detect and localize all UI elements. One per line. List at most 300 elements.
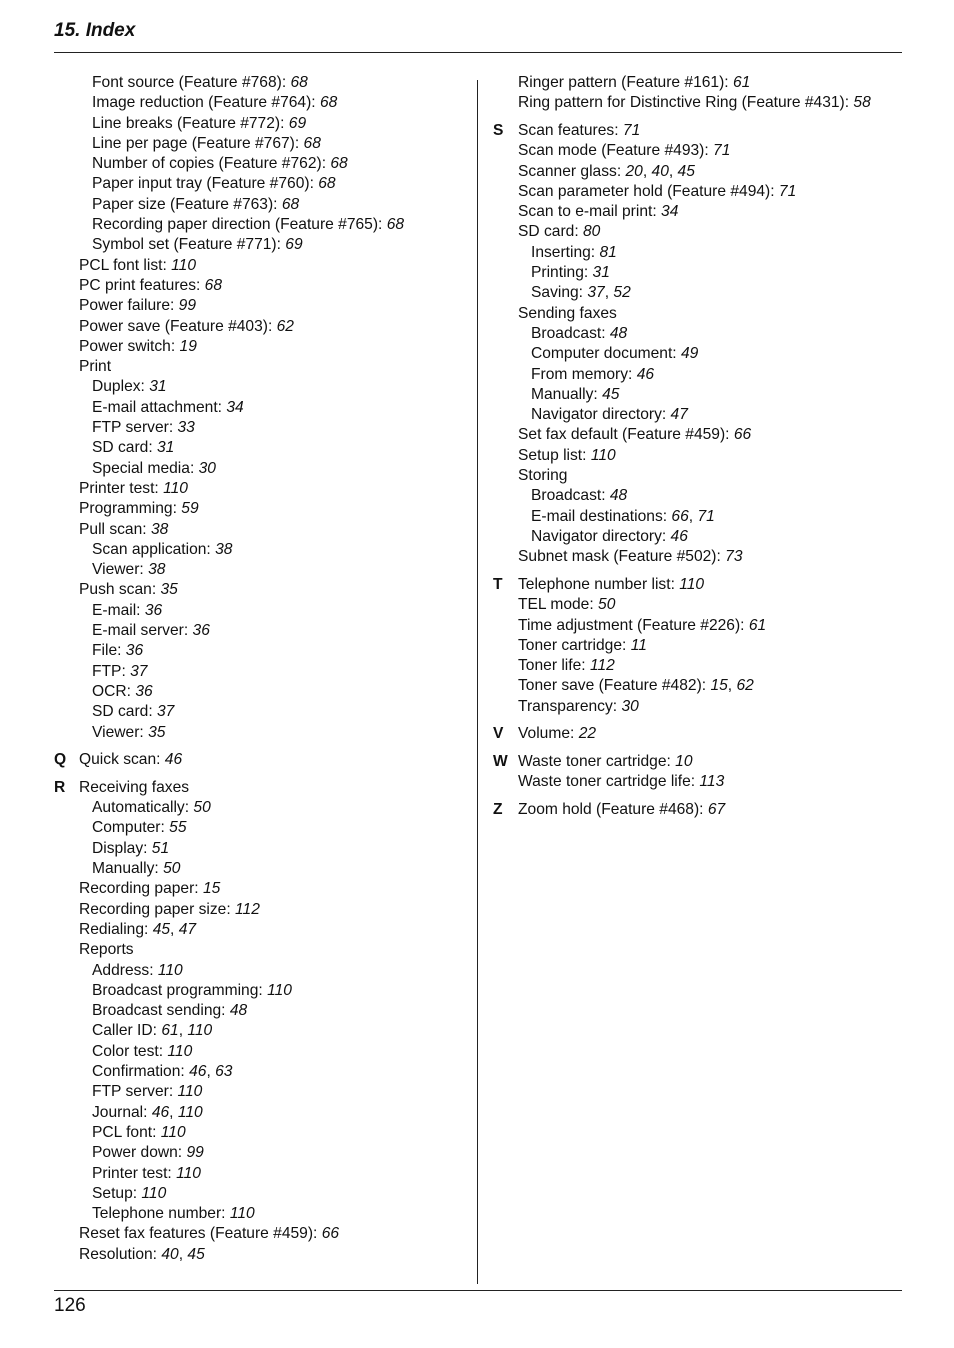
page-reference-link[interactable]: 110 bbox=[267, 981, 292, 999]
index-entry-term: Toner life: bbox=[518, 657, 590, 675]
index-subentry bbox=[54, 438, 464, 458]
index-letter-heading: V bbox=[493, 725, 504, 743]
index-subentry bbox=[54, 174, 464, 194]
index-subentry: Journal: 46, 110 bbox=[92, 1103, 203, 1121]
page-reference-link[interactable]: 68 bbox=[386, 216, 405, 234]
page-reference-link[interactable]: 48 bbox=[609, 487, 628, 505]
index-subentry bbox=[493, 527, 903, 547]
index-entry-term: Scan mode (Feature #493): bbox=[518, 142, 714, 160]
index-entry bbox=[54, 778, 464, 798]
page-reference-link[interactable]: 68 bbox=[204, 276, 223, 294]
index-subentry bbox=[54, 540, 464, 560]
page-reference-link[interactable]: 69 bbox=[288, 114, 307, 132]
page-reference-link[interactable]: 50 bbox=[163, 860, 181, 878]
index-entry-term: E-mail destinations: bbox=[531, 507, 672, 525]
index-letter-group bbox=[493, 73, 903, 114]
page-reference-link[interactable]: 68 bbox=[319, 94, 338, 112]
index-entry bbox=[54, 520, 464, 540]
page-reference-link[interactable]: 38 bbox=[148, 561, 166, 579]
page-reference-link[interactable]: 110 bbox=[171, 256, 197, 274]
page-reference-link[interactable]: 110 bbox=[163, 479, 188, 497]
page-reference-link[interactable]: 68 bbox=[318, 175, 336, 193]
index-subentry bbox=[493, 324, 903, 344]
page-reference-link[interactable]: 112 bbox=[235, 900, 260, 918]
index-entry-term: Sending faxes bbox=[518, 304, 617, 322]
index-entry-term: FTP server: bbox=[92, 419, 178, 437]
index-entry-term: File: bbox=[92, 642, 126, 660]
page-reference-link[interactable]: 110 bbox=[177, 1083, 203, 1101]
page-reference-link[interactable]: 67 bbox=[707, 801, 726, 819]
index-subentry bbox=[54, 235, 464, 255]
index-entry bbox=[493, 595, 903, 615]
index-entry bbox=[493, 304, 903, 324]
index-subentry: Caller ID: 61, 110 bbox=[92, 1022, 213, 1040]
index-entry-term: Journal: bbox=[92, 1103, 152, 1121]
index-entry-term: Ring pattern for Distinctive Ring (Feature #431): bbox=[518, 94, 854, 112]
page-reference-link[interactable]: 36 bbox=[144, 601, 163, 619]
index-subentry bbox=[493, 385, 903, 405]
index-entry bbox=[54, 276, 464, 296]
page-reference-link[interactable]: 68 bbox=[290, 74, 308, 91]
index-entry-term: Storing bbox=[518, 467, 568, 485]
page-reference-link[interactable]: 40 bbox=[651, 162, 669, 180]
page-reference-link[interactable]: 110 bbox=[157, 961, 183, 979]
page-reference-link[interactable]: 40 bbox=[161, 1245, 179, 1263]
index-entry-term: Push scan: bbox=[79, 581, 161, 599]
index-entry-term: OCR: bbox=[92, 682, 136, 700]
index-subentry bbox=[493, 243, 903, 263]
index-entry-term: Power save (Feature #403): bbox=[79, 317, 277, 335]
index-entry-term: Toner save (Feature #482): bbox=[518, 677, 711, 695]
page-reference-link[interactable]: 71 bbox=[697, 507, 715, 525]
index-entry-term: Volume: bbox=[518, 725, 579, 743]
index-subentry bbox=[54, 195, 464, 215]
page-reference-link[interactable]: 62 bbox=[736, 677, 754, 695]
index-entry bbox=[493, 222, 903, 242]
page-reference-link[interactable]: 110 bbox=[176, 1164, 201, 1182]
index-subentry bbox=[54, 662, 464, 682]
index-entry-term: Recording paper size: bbox=[79, 900, 236, 918]
index-entry-term: Manually: bbox=[531, 385, 603, 403]
page-reference-link[interactable]: 110 bbox=[160, 1123, 186, 1141]
index-subentry bbox=[54, 723, 464, 743]
page-reference-link[interactable]: 73 bbox=[725, 548, 743, 566]
footer-rule bbox=[54, 1290, 902, 1291]
index-entry-term: Waste toner cartridge life: bbox=[518, 773, 700, 791]
index-entry-term: Redialing: bbox=[79, 920, 153, 938]
page-reference-link[interactable]: 71 bbox=[713, 142, 731, 160]
index-entry bbox=[493, 800, 903, 820]
index-entry bbox=[54, 479, 464, 499]
index-entry-term: E-mail server: bbox=[92, 622, 193, 640]
index-entry-term: Viewer: bbox=[92, 723, 149, 741]
index-entry-term: Scan features: bbox=[518, 121, 623, 139]
index-subentry bbox=[54, 215, 464, 235]
index-letter-heading: R bbox=[54, 778, 66, 796]
index-entry bbox=[54, 256, 464, 276]
index-entry-term: FTP: bbox=[92, 662, 131, 680]
page-reference-link[interactable]: 50 bbox=[193, 799, 211, 817]
index-entry-term: Recording paper: bbox=[79, 880, 203, 898]
index-entry bbox=[493, 425, 903, 445]
index-letter-group bbox=[493, 121, 903, 568]
page-reference-link[interactable]: 46 bbox=[151, 1103, 170, 1121]
index-entry bbox=[54, 580, 464, 600]
index-entry-term: Navigator directory: bbox=[531, 406, 671, 424]
page-reference-link[interactable]: 63 bbox=[215, 1063, 233, 1081]
index-entry-term: Duplex: bbox=[92, 378, 150, 396]
index-entry bbox=[493, 182, 903, 202]
index-entry-term: Navigator directory: bbox=[531, 527, 671, 545]
index-letter-heading: S bbox=[493, 121, 504, 139]
index-subentry bbox=[54, 377, 464, 397]
index-letter-heading: Z bbox=[493, 801, 503, 819]
index-entry-term: SD card: bbox=[518, 223, 583, 241]
index-entry-term: Pull scan: bbox=[79, 520, 151, 538]
index-subentry bbox=[54, 93, 464, 113]
index-entry bbox=[54, 357, 464, 377]
index-entry bbox=[54, 900, 464, 920]
page-reference-link[interactable]: 36 bbox=[192, 622, 210, 640]
index-entry-term: Reports bbox=[79, 941, 134, 959]
page-reference-link[interactable]: 66 bbox=[733, 426, 752, 444]
index-subentry bbox=[54, 1001, 464, 1021]
index-subentry: E-mail destinations: 66, 71 bbox=[531, 507, 715, 525]
index-subentry bbox=[54, 1042, 464, 1062]
index-letter-group bbox=[54, 778, 464, 1265]
index-entry-term: Confirmation: bbox=[92, 1063, 190, 1081]
index-subentry bbox=[54, 1082, 464, 1102]
index-entry-term: Transparency: bbox=[518, 697, 622, 715]
index-entry bbox=[493, 466, 903, 486]
index-entry-term: Broadcast: bbox=[531, 487, 610, 505]
index-entry-term: Symbol set (Feature #771): bbox=[92, 236, 286, 254]
index-letter-heading: W bbox=[493, 753, 508, 771]
index-entry-term: Manually: bbox=[92, 860, 164, 878]
page-reference-link[interactable]: 50 bbox=[598, 596, 616, 614]
page-reference-link[interactable]: 55 bbox=[169, 819, 187, 837]
page-reference-link[interactable]: 110 bbox=[590, 446, 616, 464]
index-entry-term: Broadcast programming: bbox=[92, 981, 268, 999]
page-reference-link[interactable]: 47 bbox=[670, 406, 688, 424]
page-reference-link[interactable]: 31 bbox=[149, 378, 167, 396]
index-entry-term: Scan application: bbox=[92, 540, 216, 558]
index-subentry bbox=[493, 263, 903, 283]
index-entry-term: Viewer: bbox=[92, 561, 149, 579]
index-letter-group bbox=[493, 724, 903, 744]
index-entry bbox=[493, 202, 903, 222]
page-reference-link[interactable]: 45 bbox=[187, 1245, 205, 1263]
page-reference-link[interactable]: 35 bbox=[148, 723, 166, 741]
page-reference-link[interactable]: 71 bbox=[778, 182, 797, 200]
page-reference-link[interactable]: 58 bbox=[853, 94, 871, 112]
index-entry bbox=[493, 697, 903, 717]
page-reference-link[interactable]: 47 bbox=[178, 920, 197, 938]
page-reference-link[interactable]: 52 bbox=[613, 284, 631, 302]
page-reference-link[interactable]: 71 bbox=[622, 121, 641, 139]
index-entry bbox=[493, 772, 903, 792]
index-entry-term: Printer test: bbox=[92, 1164, 177, 1182]
index-subentry bbox=[54, 134, 464, 154]
page-reference-link[interactable]: 66 bbox=[671, 507, 689, 525]
index-entry-term: Scanner glass: bbox=[518, 162, 626, 180]
index-entry-term: PC print features: bbox=[79, 276, 205, 294]
index-entry-term: Line breaks (Feature #772): bbox=[92, 114, 289, 132]
index-subentry bbox=[493, 344, 903, 364]
index-entry-term: TEL mode: bbox=[518, 596, 599, 614]
index-subentry bbox=[54, 981, 464, 1001]
index-entry-term: Color test: bbox=[92, 1042, 168, 1060]
page-reference-link[interactable]: 48 bbox=[609, 324, 628, 342]
index-entry-term: Telephone number list: bbox=[518, 575, 680, 593]
index-entry-term: From memory: bbox=[531, 365, 637, 383]
index-entry-term: PCL font list: bbox=[79, 256, 172, 274]
index-entry bbox=[493, 656, 903, 676]
index-entry-term: Line per page (Feature #767): bbox=[92, 134, 304, 152]
page-reference-link[interactable]: 99 bbox=[186, 1144, 204, 1162]
index-entry-term: Recording paper direction (Feature #765): bbox=[92, 216, 387, 234]
page-reference-link[interactable]: 80 bbox=[583, 223, 601, 241]
page-reference-link[interactable]: 61 bbox=[732, 74, 751, 91]
page-reference-link[interactable]: 46 bbox=[189, 1063, 207, 1081]
index-entry-term: Computer: bbox=[92, 819, 170, 837]
index-subentry bbox=[54, 1184, 464, 1204]
index-subentry bbox=[54, 560, 464, 580]
index-entry-term: Ringer pattern (Feature #161): bbox=[518, 74, 733, 91]
page-reference-link[interactable]: 30 bbox=[198, 459, 216, 477]
index-entry-term: Inserting: bbox=[531, 243, 600, 261]
page-reference-link[interactable]: 33 bbox=[177, 419, 195, 437]
index-subentry bbox=[54, 798, 464, 818]
page-reference-link[interactable]: 49 bbox=[680, 345, 699, 363]
index-subentry bbox=[54, 459, 464, 479]
page-reference-link[interactable]: 68 bbox=[281, 195, 300, 213]
index-entry-term: Receiving faxes bbox=[79, 778, 190, 796]
index-entry-term: Printing: bbox=[531, 264, 593, 282]
page-reference-link[interactable]: 110 bbox=[167, 1042, 193, 1060]
index-entry-term: Address: bbox=[92, 961, 158, 979]
index-entry bbox=[54, 317, 464, 337]
index-letter-heading: T bbox=[493, 575, 503, 593]
index-entry-term: Broadcast sending: bbox=[92, 1002, 230, 1020]
page-reference-link[interactable]: 61 bbox=[161, 1022, 179, 1040]
page-reference-link[interactable]: 59 bbox=[181, 500, 199, 518]
page-reference-link[interactable]: 51 bbox=[151, 839, 170, 857]
page-reference-link[interactable]: 112 bbox=[589, 657, 615, 675]
index-entry bbox=[493, 752, 903, 772]
index-entry: Scanner glass: 20, 40, 45 bbox=[518, 162, 695, 180]
page-reference-link[interactable]: 110 bbox=[141, 1184, 167, 1202]
index-entry-term: Quick scan: bbox=[79, 751, 165, 769]
page-reference-link[interactable]: 36 bbox=[125, 642, 144, 660]
index-subentry bbox=[54, 114, 464, 134]
index-entry-term: E-mail attachment: bbox=[92, 398, 227, 416]
page-reference-link[interactable]: 48 bbox=[229, 1002, 248, 1020]
page-reference-link[interactable]: 68 bbox=[330, 155, 348, 173]
index-subentry bbox=[493, 486, 903, 506]
page-number: 126 bbox=[54, 1295, 86, 1316]
index-entry-term: Zoom hold (Feature #468): bbox=[518, 801, 708, 819]
index-entry bbox=[493, 724, 903, 744]
index-entry-term: Telephone number: bbox=[92, 1205, 230, 1223]
index-entry bbox=[493, 141, 903, 161]
index-entry bbox=[54, 879, 464, 899]
page-reference-link[interactable]: 113 bbox=[699, 773, 725, 791]
index-letter-heading: Q bbox=[54, 751, 67, 769]
index-subentry: Confirmation: 46, 63 bbox=[92, 1063, 233, 1081]
index-subentry bbox=[493, 405, 903, 425]
index-entry-term: Scan to e-mail print: bbox=[518, 203, 662, 221]
index-subentry bbox=[54, 1164, 464, 1184]
index-entry-term: Subnet mask (Feature #502): bbox=[518, 548, 726, 566]
page-reference-link[interactable]: 110 bbox=[177, 1103, 203, 1121]
index-entry: Toner save (Feature #482): 15, 62 bbox=[518, 677, 754, 695]
index-subentry bbox=[54, 418, 464, 438]
index-subentry bbox=[54, 961, 464, 981]
index-entry-term: Paper input tray (Feature #760): bbox=[92, 175, 319, 193]
index-subentry bbox=[54, 601, 464, 621]
column-divider bbox=[477, 80, 478, 1284]
page-reference-link[interactable]: 46 bbox=[670, 527, 688, 545]
index-subentry bbox=[54, 1143, 464, 1163]
index-entry bbox=[54, 750, 464, 770]
page-reference-link[interactable]: 99 bbox=[178, 297, 197, 315]
index-entry bbox=[54, 1224, 464, 1244]
page-reference-link[interactable]: 31 bbox=[592, 264, 610, 282]
page-reference-link[interactable]: 68 bbox=[303, 134, 321, 152]
page-reference-link[interactable]: 34 bbox=[661, 203, 679, 221]
index-entry bbox=[54, 296, 464, 316]
page-reference-link[interactable]: 38 bbox=[215, 540, 233, 558]
page-reference-link[interactable]: 81 bbox=[599, 243, 617, 261]
index-entry-term: Special media: bbox=[92, 459, 199, 477]
index-entry-term: Caller ID: bbox=[92, 1022, 162, 1040]
index-subentry bbox=[493, 365, 903, 385]
page-reference-link[interactable]: 45 bbox=[152, 920, 171, 938]
index-letter-group bbox=[54, 73, 464, 743]
page-title: 15. Index bbox=[54, 20, 136, 41]
index-subentry bbox=[54, 682, 464, 702]
index-entry bbox=[493, 616, 903, 636]
index-entry bbox=[54, 940, 464, 960]
index-letter-group bbox=[54, 750, 464, 770]
index-subentry bbox=[54, 1123, 464, 1143]
index-entry bbox=[54, 499, 464, 519]
page-reference-link[interactable]: 37 bbox=[157, 703, 175, 721]
index-entry bbox=[493, 93, 903, 113]
page-reference-link[interactable]: 11 bbox=[630, 636, 647, 654]
page-reference-link[interactable]: 46 bbox=[636, 365, 655, 383]
index-entry-term: Set fax default (Feature #459): bbox=[518, 426, 734, 444]
page-reference-link[interactable]: 61 bbox=[748, 616, 767, 634]
page-reference-link[interactable]: 15 bbox=[710, 677, 728, 695]
index-entry-term: Reset fax features (Feature #459): bbox=[79, 1225, 322, 1243]
page-reference-link[interactable]: 20 bbox=[625, 162, 643, 180]
index-subentry bbox=[54, 641, 464, 661]
index-entry-term: Font source (Feature #768): bbox=[92, 74, 291, 91]
index-entry-term: Time adjustment (Feature #226): bbox=[518, 616, 749, 634]
index-subentry bbox=[54, 1204, 464, 1224]
index-subentry bbox=[54, 839, 464, 859]
index-entry bbox=[493, 636, 903, 656]
index-entry-term: SD card: bbox=[92, 439, 157, 457]
index-subentry: Saving: 37, 52 bbox=[531, 284, 631, 302]
index-entry-term: Broadcast: bbox=[531, 324, 610, 342]
page-reference-link[interactable]: 30 bbox=[621, 697, 639, 715]
index-subentry bbox=[54, 398, 464, 418]
index-entry-term: Image reduction (Feature #764): bbox=[92, 94, 320, 112]
page-reference-link[interactable]: 45 bbox=[677, 162, 695, 180]
index-entry-term: Display: bbox=[92, 839, 152, 857]
header-rule bbox=[54, 52, 902, 53]
index-entry-term: Waste toner cartridge: bbox=[518, 753, 676, 771]
page-reference-link[interactable]: 46 bbox=[164, 751, 183, 769]
page-reference-link[interactable]: 66 bbox=[321, 1225, 340, 1243]
index-letter-group bbox=[493, 752, 903, 793]
page-reference-link[interactable]: 38 bbox=[150, 520, 169, 538]
index-entry-term: Automatically: bbox=[92, 799, 194, 817]
index-subentry bbox=[54, 859, 464, 879]
page-reference-link[interactable]: 110 bbox=[229, 1205, 255, 1223]
index-entry: Redialing: 45, 47 bbox=[79, 920, 197, 938]
page-reference-link[interactable]: 110 bbox=[679, 575, 705, 593]
index-entry: Resolution: 40, 45 bbox=[79, 1245, 205, 1263]
index-column-right bbox=[493, 73, 903, 828]
index-entry-term: Setup: bbox=[92, 1184, 142, 1202]
page-reference-link[interactable]: 15 bbox=[202, 880, 221, 898]
index-entry-term: FTP server: bbox=[92, 1083, 178, 1101]
page-reference-link[interactable]: 31 bbox=[157, 439, 175, 457]
index-entry-term: PCL font: bbox=[92, 1123, 161, 1141]
index-entry bbox=[54, 337, 464, 357]
page-reference-link[interactable]: 36 bbox=[135, 682, 153, 700]
index-entry-term: Number of copies (Feature #762): bbox=[92, 155, 331, 173]
index-entry-term: Setup list: bbox=[518, 446, 591, 464]
page-reference-link[interactable]: 35 bbox=[160, 581, 178, 599]
page-reference-link[interactable]: 34 bbox=[226, 398, 244, 416]
index-entry bbox=[493, 73, 903, 93]
index-entry bbox=[493, 121, 903, 141]
index-letter-group bbox=[493, 800, 903, 820]
index-subentry bbox=[54, 818, 464, 838]
page-reference-link[interactable]: 37 bbox=[587, 284, 605, 302]
page-reference-link[interactable]: 19 bbox=[179, 337, 197, 355]
index-entry-term: Power down: bbox=[92, 1144, 187, 1162]
index-column-left bbox=[54, 73, 464, 1272]
index-entry-term: Paper size (Feature #763): bbox=[92, 195, 282, 213]
index-subentry bbox=[54, 154, 464, 174]
index-entry-term: Saving: bbox=[531, 284, 588, 302]
index-entry-term: Programming: bbox=[79, 500, 182, 518]
page-reference-link[interactable]: 110 bbox=[187, 1022, 213, 1040]
index-entry-term: Print bbox=[79, 358, 112, 376]
index-entry-term: Computer document: bbox=[531, 345, 681, 363]
page-reference-link[interactable]: 22 bbox=[578, 725, 597, 743]
index-subentry bbox=[54, 73, 464, 93]
page-reference-link[interactable]: 45 bbox=[602, 385, 620, 403]
index-entry bbox=[493, 446, 903, 466]
index-entry-term: Toner cartridge: bbox=[518, 636, 631, 654]
page-reference-link[interactable]: 62 bbox=[276, 317, 294, 335]
index-entry-term: Printer test: bbox=[79, 479, 164, 497]
index-subentry bbox=[54, 702, 464, 722]
page-reference-link[interactable]: 37 bbox=[130, 662, 148, 680]
page-reference-link[interactable]: 10 bbox=[675, 753, 693, 771]
index-subentry bbox=[54, 621, 464, 641]
page-reference-link[interactable]: 69 bbox=[285, 236, 303, 254]
index-entry-term: E-mail: bbox=[92, 601, 145, 619]
index-entry bbox=[493, 547, 903, 567]
